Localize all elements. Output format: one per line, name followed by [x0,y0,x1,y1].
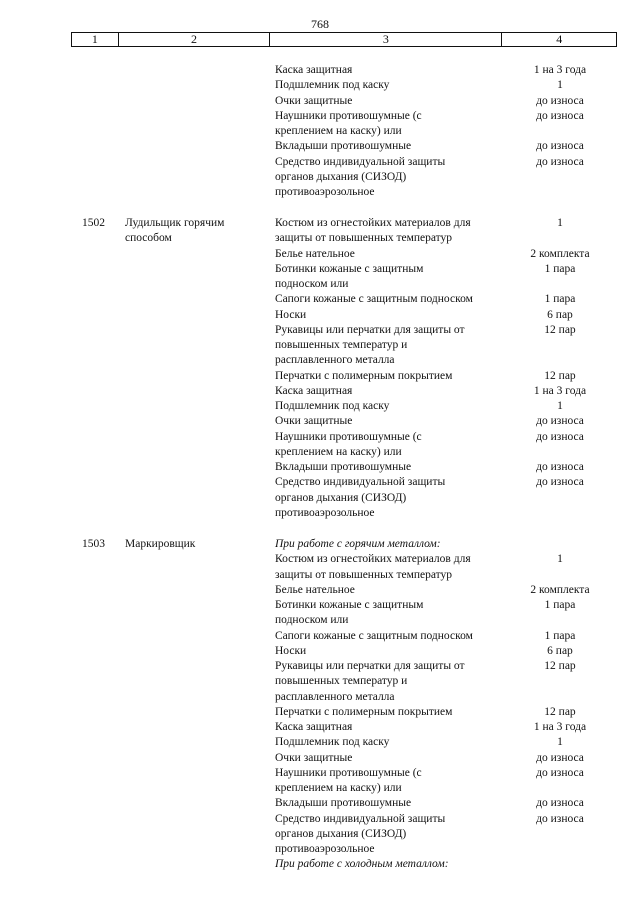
ppe-item: Ботинки кожаные с защитным [275,262,424,275]
ppe-item: Наушники противошумные (с [275,766,422,779]
table-row [0,766,640,781]
table-row [0,674,640,689]
ppe-item: защиты от повышенных температур [275,232,453,245]
ppe-item: Очки защитные [275,751,353,764]
table-row [0,277,640,292]
issue-quantity: 12 пар [544,323,576,336]
table-row [0,247,640,262]
table-row [0,690,640,705]
issue-quantity: 1 пара [544,262,576,275]
issue-quantity: 1 пара [544,629,576,642]
table-row [0,139,640,154]
header-col-1: 1 [91,32,98,46]
table-row [0,353,640,368]
issue-quantity: до износа [536,430,584,443]
ppe-item: Вкладыши противошумные [275,797,412,810]
table-row [0,537,640,552]
issue-quantity: 12 пар [544,369,576,382]
table-row [0,506,640,521]
table-row [0,170,640,185]
profession-name: Лудильщик горячим [125,217,225,229]
issue-quantity: до износа [536,415,584,428]
ppe-item: подноском или [275,278,349,290]
table-row [0,491,640,506]
ppe-item: повышенных температур и [275,339,408,351]
table-row [0,94,640,109]
issue-quantity: до износа [536,751,584,764]
issue-quantity: до износа [536,94,584,107]
ppe-item: защиты от повышенных температур [275,568,453,581]
issue-quantity: 1 [557,217,563,229]
table-header [71,32,617,47]
table-row [0,796,640,811]
issue-quantity: 2 комплекта [530,583,590,596]
ppe-item: органов дыхания (СИЗОД) [275,491,407,504]
issue-quantity: 1 на 3 года [533,64,587,76]
table-row [0,308,640,323]
ppe-item: Перчатки с полимерным покрытием [275,705,453,718]
issue-quantity: 2 комплекта [530,247,590,260]
table-row [0,583,640,598]
header-col-3: 3 [269,33,501,46]
issue-quantity: 1 [557,736,563,749]
table-row [0,124,640,139]
table-row [0,338,640,353]
table-row [0,323,640,338]
ppe-item: Носки [275,308,307,321]
ppe-item: Наушники противошумные (с [275,430,422,443]
table-row [0,644,640,659]
table-row [0,231,640,246]
table-row [0,414,640,429]
issue-quantity: 1 на 3 года [533,721,587,733]
ppe-item: противоаэрозольное [275,186,375,198]
condition-note: При работе с холодным металлом: [275,858,449,871]
ppe-item: Каска защитная [275,384,353,397]
issue-quantity: до износа [536,766,584,779]
table-row [0,430,640,445]
issue-quantity: до износа [536,155,584,168]
table-row [0,613,640,628]
table-row [0,445,640,460]
issue-quantity: 12 пар [544,705,576,718]
ppe-item: Очки защитные [275,94,353,107]
ppe-item: противоаэрозольное [275,843,375,855]
ppe-item: подноском или [275,614,349,627]
ppe-item: Сапоги кожаные с защитным подноском [275,293,473,306]
ppe-item: Белье нательное [275,583,355,596]
issue-quantity: 6 пар [547,308,573,321]
table-row [0,399,640,414]
header-col-4: 4 [501,33,616,46]
ppe-item: креплением на каску) или [275,782,402,794]
table-row [0,735,640,750]
table-row [0,384,640,399]
ppe-item: Очки защитные [275,415,353,428]
ppe-item: Вкладыши противошумные [275,461,412,473]
ppe-item: Костюм из огнестойких материалов для [275,553,471,566]
table-row [0,262,640,277]
row-number: 1502 [82,217,105,229]
table-row [0,78,640,93]
issue-quantity: 1 [557,79,563,92]
ppe-item: Рукавицы или перчатки для защиты от [275,323,465,336]
table-row [0,812,640,827]
condition-note: При работе с горячим металлом: [275,538,441,550]
table-row [0,155,640,170]
ppe-item: Подшлемник под каску [275,400,390,412]
profession-name: способом [125,232,172,245]
ppe-item: Каска защитная [275,64,353,76]
ppe-item: Перчатки с полимерным покрытием [275,369,453,382]
ppe-item: Средство индивидуальной защиты [275,476,446,489]
header-col-2: 2 [118,33,269,46]
ppe-item: расплавленного металла [275,690,395,703]
ppe-item: Подшлемник под каску [275,79,390,92]
ppe-item: расплавленного металла [275,354,395,367]
table-row [0,460,640,475]
ppe-item: Костюм из огнестойких материалов для [275,217,471,229]
table-row [0,720,640,735]
table-row [0,568,640,583]
table-row [0,369,640,384]
issue-quantity: 6 пар [547,644,573,657]
ppe-item: Рукавицы или перчатки для защиты от [275,660,465,672]
ppe-item: повышенных температур и [275,675,408,688]
ppe-item: креплением на каску) или [275,445,402,458]
issue-quantity: до износа [536,476,584,489]
issue-quantity: до износа [536,461,584,473]
ppe-item: Подшлемник под каску [275,736,390,749]
ppe-item: Средство индивидуальной защиты [275,812,446,825]
table-row [0,827,640,842]
ppe-item: Средство индивидуальной защиты [275,155,446,168]
table-row [0,552,640,567]
issue-quantity: до износа [536,109,584,122]
ppe-item: Белье нательное [275,247,355,260]
table-row [0,292,640,307]
ppe-item: противоаэрозольное [275,506,375,519]
table-row [0,185,640,200]
table-row [0,842,640,857]
ppe-item: органов дыхания (СИЗОД) [275,827,407,840]
issue-quantity: 1 пара [544,599,576,611]
row-number: 1503 [82,538,105,550]
issue-quantity: 1 пара [544,293,576,306]
table-row [0,751,640,766]
page-number: 768 [311,17,329,31]
ppe-item: органов дыхания (СИЗОД) [275,170,407,183]
table-row [0,216,640,231]
issue-quantity: 1 [557,553,563,566]
ppe-item: Каска защитная [275,721,353,733]
table-row [0,475,640,490]
issue-quantity: 12 пар [544,660,576,672]
ppe-item: Ботинки кожаные с защитным [275,599,424,611]
ppe-item: Сапоги кожаные с защитным подноском [275,629,473,642]
table-row [0,857,640,872]
ppe-item: Носки [275,644,307,657]
ppe-item: креплением на каску) или [275,125,402,137]
issue-quantity: 1 [557,400,563,412]
ppe-item: Наушники противошумные (с [275,109,422,122]
table-row [0,629,640,644]
table-row [0,63,640,78]
profession-name: Маркировщик [125,538,196,550]
table-row [0,109,640,124]
issue-quantity: до износа [536,140,584,153]
table-row [0,781,640,796]
table-row [0,705,640,720]
table-row [0,598,640,613]
table-row [0,659,640,674]
issue-quantity: до износа [536,812,584,825]
issue-quantity: 1 на 3 года [533,384,587,397]
ppe-item: Вкладыши противошумные [275,140,412,153]
issue-quantity: до износа [536,797,584,810]
